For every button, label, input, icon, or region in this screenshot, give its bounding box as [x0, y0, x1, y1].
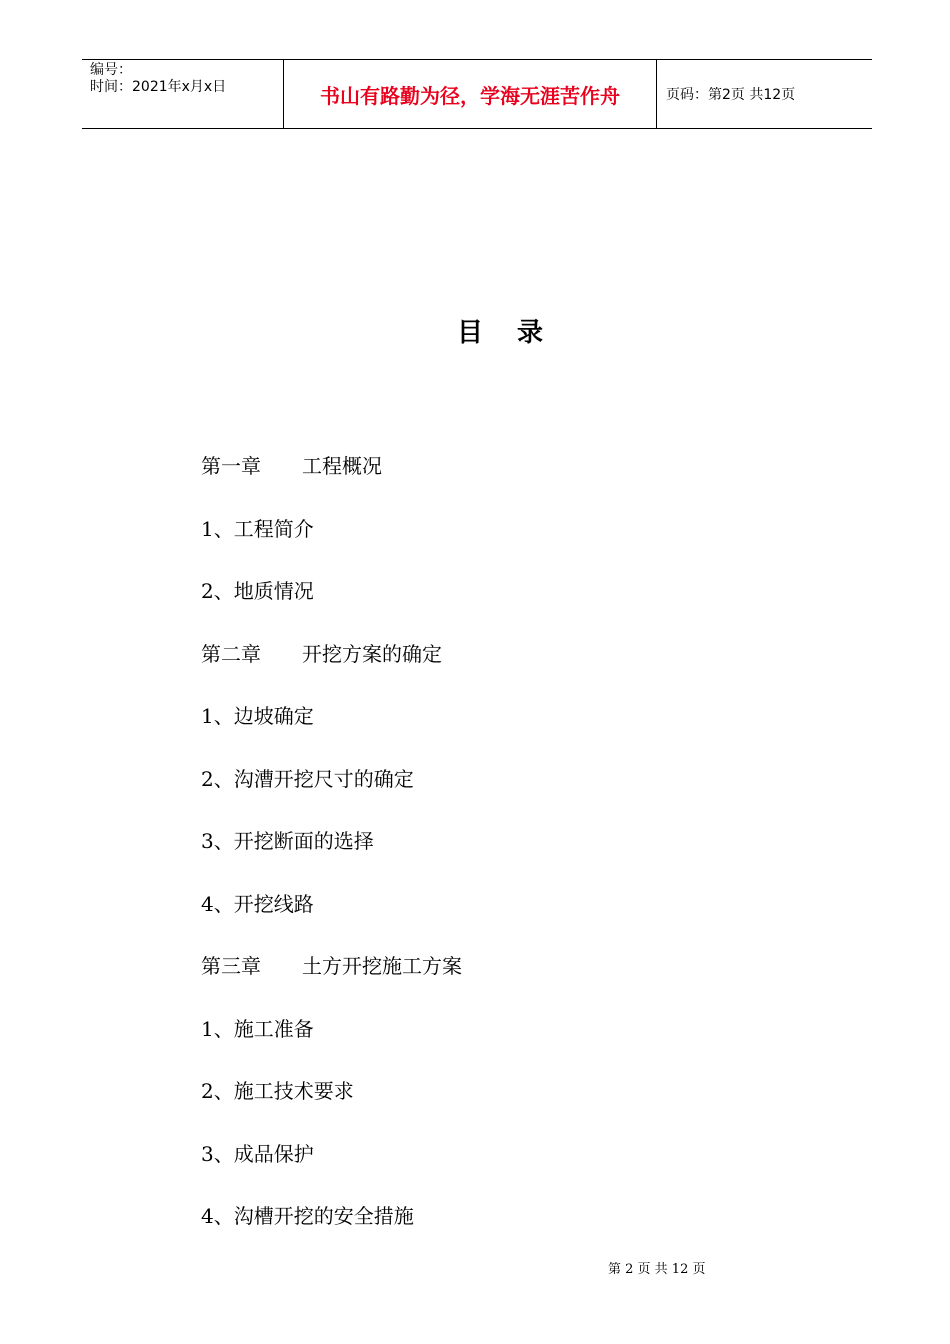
toc-item: 2、沟漕开挖尺寸的确定 — [201, 766, 414, 791]
chapter-number: 第二章 — [201, 641, 261, 666]
toc-item: 4、沟槽开挖的安全措施 — [201, 1204, 414, 1228]
toc-item: 2、施工技术要求 — [201, 1079, 354, 1103]
toc-chapter — [201, 950, 462, 1013]
toc-chapter — [201, 638, 462, 701]
header-meta — [82, 60, 284, 128]
toc-title — [0, 312, 950, 349]
chapter-title: 开挖方案的确定 — [302, 641, 442, 666]
page-header — [82, 59, 872, 129]
toc-chapter — [201, 450, 462, 513]
toc-item: 3、开挖断面的选择 — [201, 829, 374, 853]
table-of-contents — [201, 450, 462, 1263]
header-motto: 书山有路勤为径，学海无涯苦作舟 — [284, 60, 657, 128]
page-footer: 第 2 页 共 12 页 — [608, 1262, 706, 1277]
toc-item: 1、施工准备 — [201, 1016, 314, 1041]
toc-item: 4、开挖线路 — [201, 891, 314, 916]
chapter-number: 第一章 — [201, 454, 261, 478]
chapter-title: 土方开挖施工方案 — [302, 954, 462, 978]
toc-title-right: 录 — [517, 318, 544, 348]
toc-item: 1、边坡确定 — [201, 704, 314, 728]
toc-item: 2、地质情况 — [201, 579, 314, 603]
document-time-label: 时间：2021年x月x日 — [90, 79, 227, 95]
toc-item: 3、成品保护 — [201, 1141, 314, 1166]
toc-item: 1、工程简介 — [201, 516, 314, 541]
chapter-title: 工程概况 — [302, 454, 382, 478]
header-page-info: 页码：第2页 共12页 — [666, 87, 796, 103]
toc-title-left: 目 — [456, 318, 483, 348]
chapter-number: 第三章 — [201, 954, 261, 978]
document-number-label: 编号： — [90, 62, 132, 78]
